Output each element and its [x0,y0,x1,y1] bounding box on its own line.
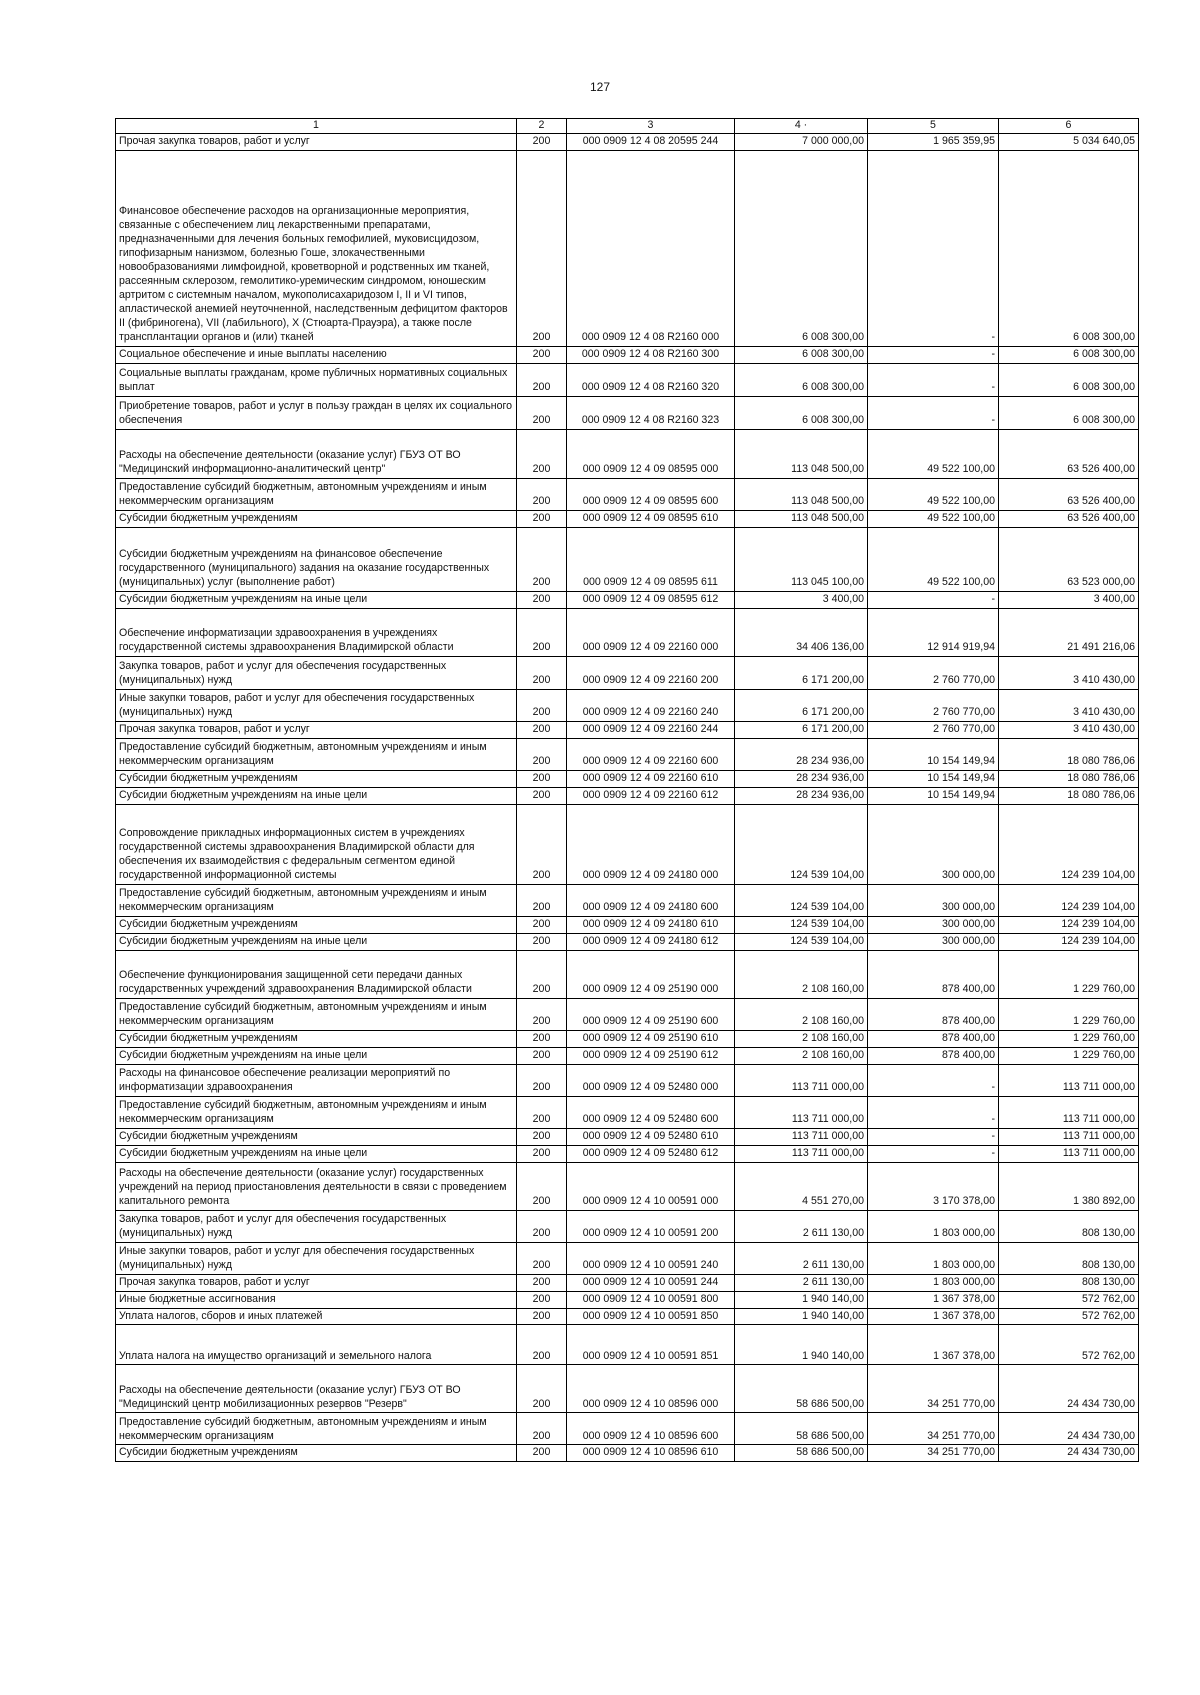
row-unexecuted-amount: 6 008 300,00 [999,396,1139,429]
row-unexecuted-amount: 24 434 730,00 [999,1413,1139,1445]
row-executed-amount: 34 251 770,00 [868,1413,999,1445]
row-name: Финансовое обеспечение расходов на организационные мероприятия, связанные с обеспечением лиц лекарственными препаратами, предназначенными для лечения больных гемофилией, муковисцидозом, гипофизарным нанизмом, болезнью Гоше, злокачественными новообразованиями лимфоидной, кроветворной и родственных им тканей, рассеянным склерозом, гемолитико-уремическим синдромом, юношеским артритом с системным началом, мукополисахаридозом I, II и VI типов, апластической анемией неуточненной, наследственным дефицитом факторов II (фибриногена), VII (лабильного), X (Стюарта-Прауэра), а также после трансплантации органов и (или) тканей [116,150,517,346]
row-admin-code: 200 [517,1210,567,1242]
row-admin-code: 200 [517,950,567,998]
row-name: Предоставление субсидий бюджетным, автономным учреждениям и иным некоммерческим организациям [116,478,517,510]
row-admin-code: 200 [517,478,567,510]
row-budget-code: 000 0909 12 4 09 08595 611 [567,527,735,591]
row-approved-amount: 124 539 104,00 [735,804,868,884]
row-admin-code: 200 [517,721,567,738]
row-unexecuted-amount: 1 229 760,00 [999,1047,1139,1064]
row-budget-code: 000 0909 12 4 08 R2160 323 [567,396,735,429]
row-approved-amount: 6 171 200,00 [735,721,868,738]
row-name: Субсидии бюджетным учреждениям на иные цели [116,1047,517,1064]
row-budget-code: 000 0909 12 4 10 08596 610 [567,1445,735,1462]
row-executed-amount: - [868,396,999,429]
row-budget-code: 000 0909 12 4 09 22160 200 [567,656,735,689]
row-unexecuted-amount: 124 239 104,00 [999,884,1139,916]
table-row [116,510,1139,527]
row-approved-amount: 113 048 500,00 [735,510,868,527]
row-name: Субсидии бюджетным учреждениям на иные цели [116,591,517,608]
row-admin-code: 200 [517,884,567,916]
row-name: Уплата налога на имущество организаций и земельного налога [116,1325,517,1365]
table-row [116,429,1139,478]
row-admin-code: 200 [517,933,567,950]
row-name: Приобретение товаров, работ и услуг в пользу граждан в целях их социального обеспечения [116,396,517,429]
row-executed-amount: 1 965 359,95 [868,133,999,150]
row-admin-code: 200 [517,770,567,787]
table-row [116,1365,1139,1413]
row-name: Предоставление субсидий бюджетным, автономным учреждениям и иным некоммерческим организациям [116,738,517,770]
row-budget-code: 000 0909 12 4 10 08596 600 [567,1413,735,1445]
row-name: Субсидии бюджетным учреждениям на иные цели [116,1145,517,1162]
row-executed-amount: 49 522 100,00 [868,510,999,527]
row-unexecuted-amount: 572 762,00 [999,1325,1139,1365]
row-admin-code: 200 [517,1064,567,1096]
row-unexecuted-amount: 113 711 000,00 [999,1128,1139,1145]
row-unexecuted-amount: 808 130,00 [999,1274,1139,1291]
row-admin-code: 200 [517,1445,567,1462]
table-row [116,689,1139,721]
row-unexecuted-amount: 3 410 430,00 [999,689,1139,721]
row-unexecuted-amount: 124 239 104,00 [999,804,1139,884]
row-admin-code: 200 [517,150,567,346]
row-budget-code: 000 0909 12 4 09 08595 610 [567,510,735,527]
row-admin-code: 200 [517,133,567,150]
table-row [116,1308,1139,1325]
row-name: Закупка товаров, работ и услуг для обеспечения государственных (муниципальных) нужд [116,1210,517,1242]
row-approved-amount: 6 008 300,00 [735,363,868,396]
row-approved-amount: 113 048 500,00 [735,429,868,478]
row-approved-amount: 124 539 104,00 [735,916,868,933]
column-header: 2 [517,119,567,134]
row-unexecuted-amount: 1 229 760,00 [999,998,1139,1030]
row-approved-amount: 58 686 500,00 [735,1365,868,1413]
table-row [116,770,1139,787]
row-unexecuted-amount: 124 239 104,00 [999,933,1139,950]
row-unexecuted-amount: 113 711 000,00 [999,1064,1139,1096]
row-approved-amount: 124 539 104,00 [735,884,868,916]
row-executed-amount: - [868,1145,999,1162]
row-approved-amount: 28 234 936,00 [735,770,868,787]
row-unexecuted-amount: 113 711 000,00 [999,1145,1139,1162]
row-approved-amount: 2 108 160,00 [735,1030,868,1047]
row-name: Расходы на обеспечение деятельности (оказание услуг) ГБУЗ ОТ ВО "Медицинский центр мобилизационных резервов "Резерв" [116,1365,517,1413]
table-row [116,1242,1139,1274]
row-executed-amount: 300 000,00 [868,804,999,884]
table-row [116,527,1139,591]
row-name: Субсидии бюджетным учреждениям на иные цели [116,933,517,950]
row-executed-amount: 878 400,00 [868,1047,999,1064]
row-approved-amount: 113 045 100,00 [735,527,868,591]
row-approved-amount: 2 108 160,00 [735,950,868,998]
table-row [116,1047,1139,1064]
table-row [116,1274,1139,1291]
row-admin-code: 200 [517,1274,567,1291]
row-budget-code: 000 0909 12 4 09 25190 600 [567,998,735,1030]
row-unexecuted-amount: 18 080 786,06 [999,738,1139,770]
table-row [116,1291,1139,1308]
row-admin-code: 200 [517,1308,567,1325]
row-budget-code: 000 0909 12 4 09 22160 244 [567,721,735,738]
row-budget-code: 000 0909 12 4 10 00591 851 [567,1325,735,1365]
row-budget-code: 000 0909 12 4 10 00591 000 [567,1162,735,1210]
row-budget-code: 000 0909 12 4 09 08595 612 [567,591,735,608]
table-row [116,1413,1139,1445]
row-admin-code: 200 [517,787,567,804]
row-budget-code: 000 0909 12 4 09 24180 600 [567,884,735,916]
row-budget-code: 000 0909 12 4 08 R2160 320 [567,363,735,396]
table-row [116,591,1139,608]
row-name: Субсидии бюджетным учреждениям [116,1128,517,1145]
row-admin-code: 200 [517,1030,567,1047]
row-admin-code: 200 [517,527,567,591]
row-executed-amount: 10 154 149,94 [868,770,999,787]
row-approved-amount: 6 171 200,00 [735,656,868,689]
row-executed-amount: 1 367 378,00 [868,1308,999,1325]
row-budget-code: 000 0909 12 4 09 08595 000 [567,429,735,478]
row-approved-amount: 3 400,00 [735,591,868,608]
row-unexecuted-amount: 24 434 730,00 [999,1365,1139,1413]
row-approved-amount: 1 940 140,00 [735,1308,868,1325]
row-name: Социальные выплаты гражданам, кроме публичных нормативных социальных выплат [116,363,517,396]
row-budget-code: 000 0909 12 4 10 00591 200 [567,1210,735,1242]
row-admin-code: 200 [517,429,567,478]
row-executed-amount: - [868,1064,999,1096]
row-approved-amount: 34 406 136,00 [735,608,868,656]
table-row [116,1030,1139,1047]
row-approved-amount: 1 940 140,00 [735,1291,868,1308]
row-executed-amount: 1 803 000,00 [868,1210,999,1242]
row-unexecuted-amount: 63 526 400,00 [999,478,1139,510]
row-executed-amount: 300 000,00 [868,933,999,950]
table-row [116,1128,1139,1145]
table-row [116,804,1139,884]
row-budget-code: 000 0909 12 4 08 R2160 000 [567,150,735,346]
row-executed-amount: 34 251 770,00 [868,1365,999,1413]
row-approved-amount: 58 686 500,00 [735,1445,868,1462]
row-budget-code: 000 0909 12 4 09 22160 600 [567,738,735,770]
row-admin-code: 200 [517,998,567,1030]
row-name: Сопровождение прикладных информационных систем в учреждениях государственной системы здравоохранения Владимирской области для обеспечения их взаимодействия с федеральным сегментом единой государственной информационной системы [116,804,517,884]
row-unexecuted-amount: 124 239 104,00 [999,916,1139,933]
row-approved-amount: 1 940 140,00 [735,1325,868,1365]
row-unexecuted-amount: 1 229 760,00 [999,950,1139,998]
row-name: Обеспечение функционирования защищенной сети передачи данных государственных учреждений здравоохранения Владимирской области [116,950,517,998]
row-approved-amount: 2 108 160,00 [735,1047,868,1064]
row-unexecuted-amount: 18 080 786,06 [999,787,1139,804]
row-approved-amount: 113 711 000,00 [735,1145,868,1162]
row-name: Закупка товаров, работ и услуг для обеспечения государственных (муниципальных) нужд [116,656,517,689]
row-admin-code: 200 [517,656,567,689]
table-row [116,1162,1139,1210]
row-name: Субсидии бюджетным учреждениям на иные цели [116,787,517,804]
row-admin-code: 200 [517,1242,567,1274]
row-executed-amount: 878 400,00 [868,998,999,1030]
row-budget-code: 000 0909 12 4 09 22160 612 [567,787,735,804]
table-row [116,787,1139,804]
row-admin-code: 200 [517,510,567,527]
row-admin-code: 200 [517,1145,567,1162]
table-row [116,884,1139,916]
row-unexecuted-amount: 808 130,00 [999,1242,1139,1274]
column-header: 4 · [735,119,868,134]
table-row [116,1325,1139,1365]
row-budget-code: 000 0909 12 4 09 22160 610 [567,770,735,787]
row-approved-amount: 28 234 936,00 [735,738,868,770]
row-admin-code: 200 [517,591,567,608]
column-header: 6 [999,119,1139,134]
row-budget-code: 000 0909 12 4 08 R2160 300 [567,346,735,363]
row-name: Уплата налогов, сборов и иных платежей [116,1308,517,1325]
row-name: Субсидии бюджетным учреждениям на финансовое обеспечение государственного (муниципального) задания на оказание государственных (муниципальных) услуг (выполнение работ) [116,527,517,591]
row-executed-amount: - [868,363,999,396]
row-name: Субсидии бюджетным учреждениям [116,770,517,787]
table-row [116,916,1139,933]
column-number-row [116,119,1139,134]
table-row [116,933,1139,950]
row-executed-amount: - [868,1128,999,1145]
row-approved-amount: 113 711 000,00 [735,1128,868,1145]
row-budget-code: 000 0909 12 4 08 20595 244 [567,133,735,150]
row-unexecuted-amount: 572 762,00 [999,1308,1139,1325]
row-budget-code: 000 0909 12 4 09 22160 240 [567,689,735,721]
row-executed-amount: 10 154 149,94 [868,787,999,804]
row-approved-amount: 4 551 270,00 [735,1162,868,1210]
row-executed-amount: - [868,591,999,608]
row-approved-amount: 6 008 300,00 [735,396,868,429]
row-name: Иные закупки товаров, работ и услуг для обеспечения государственных (муниципальных) нужд [116,1242,517,1274]
row-approved-amount: 2 611 130,00 [735,1242,868,1274]
row-executed-amount: 10 154 149,94 [868,738,999,770]
row-budget-code: 000 0909 12 4 10 08596 000 [567,1365,735,1413]
row-budget-code: 000 0909 12 4 10 00591 850 [567,1308,735,1325]
row-approved-amount: 6 171 200,00 [735,689,868,721]
row-executed-amount: - [868,346,999,363]
row-name: Иные бюджетные ассигнования [116,1291,517,1308]
column-header: 5 [868,119,999,134]
table-row [116,608,1139,656]
table-row [116,1145,1139,1162]
row-executed-amount: 1 803 000,00 [868,1274,999,1291]
row-unexecuted-amount: 808 130,00 [999,1210,1139,1242]
row-unexecuted-amount: 1 380 892,00 [999,1162,1139,1210]
row-approved-amount: 2 108 160,00 [735,998,868,1030]
row-unexecuted-amount: 21 491 216,06 [999,608,1139,656]
row-name: Предоставление субсидий бюджетным, автономным учреждениям и иным некоммерческим организациям [116,884,517,916]
row-admin-code: 200 [517,804,567,884]
table-row [116,150,1139,346]
row-name: Социальное обеспечение и иные выплаты населению [116,346,517,363]
row-approved-amount: 58 686 500,00 [735,1413,868,1445]
row-approved-amount: 28 234 936,00 [735,787,868,804]
table-row [116,1096,1139,1128]
table-row [116,133,1139,150]
table-row [116,998,1139,1030]
row-executed-amount: 300 000,00 [868,884,999,916]
row-admin-code: 200 [517,1325,567,1365]
row-approved-amount: 113 048 500,00 [735,478,868,510]
row-executed-amount: 49 522 100,00 [868,527,999,591]
row-admin-code: 200 [517,1365,567,1413]
budget-execution-table [115,118,1139,1462]
row-admin-code: 200 [517,1096,567,1128]
row-executed-amount: 300 000,00 [868,916,999,933]
row-budget-code: 000 0909 12 4 10 00591 800 [567,1291,735,1308]
row-budget-code: 000 0909 12 4 09 52480 600 [567,1096,735,1128]
row-budget-code: 000 0909 12 4 09 25190 610 [567,1030,735,1047]
row-admin-code: 200 [517,346,567,363]
row-admin-code: 200 [517,1413,567,1445]
row-approved-amount: 124 539 104,00 [735,933,868,950]
row-name: Субсидии бюджетным учреждениям [116,1030,517,1047]
row-name: Иные закупки товаров, работ и услуг для обеспечения государственных (муниципальных) нужд [116,689,517,721]
row-executed-amount: 1 803 000,00 [868,1242,999,1274]
table-body [116,133,1139,1461]
row-admin-code: 200 [517,1047,567,1064]
table-row [116,478,1139,510]
row-approved-amount: 113 711 000,00 [735,1064,868,1096]
row-executed-amount: 3 170 378,00 [868,1162,999,1210]
row-name: Субсидии бюджетным учреждениям [116,510,517,527]
row-budget-code: 000 0909 12 4 09 08595 600 [567,478,735,510]
row-admin-code: 200 [517,1162,567,1210]
row-admin-code: 200 [517,738,567,770]
row-unexecuted-amount: 63 526 400,00 [999,429,1139,478]
row-name: Субсидии бюджетным учреждениям [116,1445,517,1462]
row-admin-code: 200 [517,689,567,721]
column-header: 1 [116,119,517,134]
row-executed-amount: - [868,150,999,346]
row-admin-code: 200 [517,396,567,429]
row-budget-code: 000 0909 12 4 09 24180 610 [567,916,735,933]
row-executed-amount: 2 760 770,00 [868,689,999,721]
row-name: Расходы на обеспечение деятельности (оказание услуг) ГБУЗ ОТ ВО "Медицинский информационно-аналитический центр" [116,429,517,478]
row-budget-code: 000 0909 12 4 10 00591 240 [567,1242,735,1274]
row-executed-amount: 2 760 770,00 [868,721,999,738]
row-unexecuted-amount: 24 434 730,00 [999,1445,1139,1462]
table-row [116,363,1139,396]
row-name: Предоставление субсидий бюджетным, автономным учреждениям и иным некоммерческим организациям [116,1096,517,1128]
row-name: Обеспечение информатизации здравоохранения в учреждениях государственной системы здравоохранения Владимирской области [116,608,517,656]
row-executed-amount: 12 914 919,94 [868,608,999,656]
row-unexecuted-amount: 3 400,00 [999,591,1139,608]
row-executed-amount: 2 760 770,00 [868,656,999,689]
row-name: Прочая закупка товаров, работ и услуг [116,721,517,738]
row-admin-code: 200 [517,1128,567,1145]
row-unexecuted-amount: 18 080 786,06 [999,770,1139,787]
row-executed-amount: 49 522 100,00 [868,478,999,510]
row-executed-amount: - [868,1096,999,1128]
row-unexecuted-amount: 3 410 430,00 [999,721,1139,738]
row-approved-amount: 6 008 300,00 [735,346,868,363]
row-name: Предоставление субсидий бюджетным, автономным учреждениям и иным некоммерческим организациям [116,998,517,1030]
row-approved-amount: 7 000 000,00 [735,133,868,150]
row-unexecuted-amount: 1 229 760,00 [999,1030,1139,1047]
page-number: 127 [589,80,611,94]
row-budget-code: 000 0909 12 4 09 52480 610 [567,1128,735,1145]
row-approved-amount: 2 611 130,00 [735,1210,868,1242]
row-executed-amount: 34 251 770,00 [868,1445,999,1462]
row-unexecuted-amount: 6 008 300,00 [999,363,1139,396]
row-budget-code: 000 0909 12 4 09 25190 000 [567,950,735,998]
row-approved-amount: 6 008 300,00 [735,150,868,346]
row-budget-code: 000 0909 12 4 09 24180 000 [567,804,735,884]
row-unexecuted-amount: 3 410 430,00 [999,656,1139,689]
column-header: 3 [567,119,735,134]
row-budget-code: 000 0909 12 4 09 52480 000 [567,1064,735,1096]
row-name: Прочая закупка товаров, работ и услуг [116,133,517,150]
table-row [116,738,1139,770]
table-row [116,721,1139,738]
row-admin-code: 200 [517,916,567,933]
table-row [116,1445,1139,1462]
row-admin-code: 200 [517,363,567,396]
table-row [116,396,1139,429]
row-admin-code: 200 [517,1291,567,1308]
table-row [116,1210,1139,1242]
row-executed-amount: 1 367 378,00 [868,1291,999,1308]
table-row [116,346,1139,363]
row-executed-amount: 878 400,00 [868,950,999,998]
row-executed-amount: 49 522 100,00 [868,429,999,478]
row-unexecuted-amount: 63 526 400,00 [999,510,1139,527]
row-unexecuted-amount: 6 008 300,00 [999,346,1139,363]
row-executed-amount: 1 367 378,00 [868,1325,999,1365]
table-row [116,1064,1139,1096]
row-name: Предоставление субсидий бюджетным, автономным учреждениям и иным некоммерческим организациям [116,1413,517,1445]
row-budget-code: 000 0909 12 4 09 24180 612 [567,933,735,950]
row-name: Расходы на обеспечение деятельности (оказание услуг) государственных учреждений на период приостановления деятельности в связи с проведением капитального ремонта [116,1162,517,1210]
row-budget-code: 000 0909 12 4 09 22160 000 [567,608,735,656]
row-name: Прочая закупка товаров, работ и услуг [116,1274,517,1291]
row-budget-code: 000 0909 12 4 09 52480 612 [567,1145,735,1162]
row-budget-code: 000 0909 12 4 10 00591 244 [567,1274,735,1291]
row-budget-code: 000 0909 12 4 09 25190 612 [567,1047,735,1064]
row-executed-amount: 878 400,00 [868,1030,999,1047]
table-row [116,656,1139,689]
row-unexecuted-amount: 5 034 640,05 [999,133,1139,150]
row-admin-code: 200 [517,608,567,656]
row-unexecuted-amount: 113 711 000,00 [999,1096,1139,1128]
row-unexecuted-amount: 63 523 000,00 [999,527,1139,591]
row-approved-amount: 113 711 000,00 [735,1096,868,1128]
row-unexecuted-amount: 6 008 300,00 [999,150,1139,346]
row-name: Субсидии бюджетным учреждениям [116,916,517,933]
row-unexecuted-amount: 572 762,00 [999,1291,1139,1308]
row-approved-amount: 2 611 130,00 [735,1274,868,1291]
table-row [116,950,1139,998]
row-name: Расходы на финансовое обеспечение реализации мероприятий по информатизации здравоохранения [116,1064,517,1096]
